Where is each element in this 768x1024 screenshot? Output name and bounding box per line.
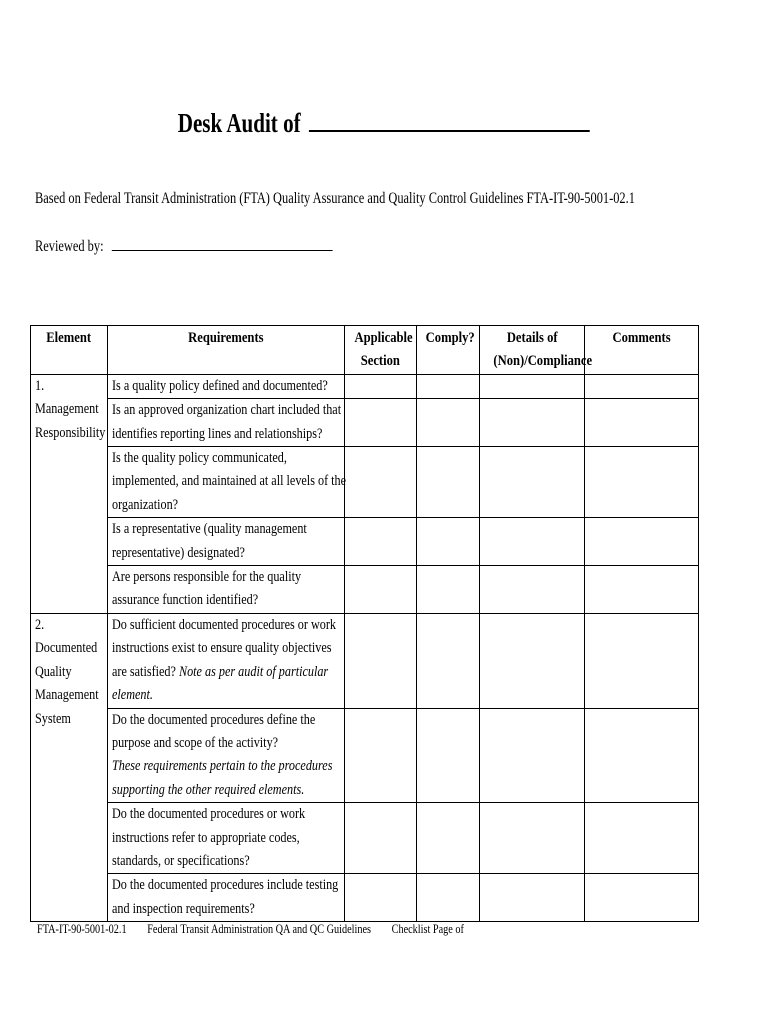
header-applicable-section: Applicable Section bbox=[345, 326, 417, 375]
table-row bbox=[31, 374, 699, 398]
comments-cell[interactable] bbox=[585, 613, 699, 708]
comments-cell[interactable] bbox=[585, 874, 699, 922]
applicable-section-cell[interactable] bbox=[345, 399, 417, 447]
comments-cell[interactable] bbox=[585, 399, 699, 447]
header-comments: Comments bbox=[585, 326, 699, 375]
requirement-text: instructions refer to appropriate codes, bbox=[112, 829, 300, 846]
table-row bbox=[31, 874, 699, 922]
requirement-text: organization? bbox=[112, 496, 179, 513]
applicable-section-cell[interactable] bbox=[345, 613, 417, 708]
table-row bbox=[31, 708, 699, 803]
requirement-text: Are persons responsible for the quality bbox=[112, 569, 302, 586]
comments-cell[interactable] bbox=[585, 518, 699, 566]
document-title bbox=[84, 108, 683, 139]
details-cell[interactable] bbox=[480, 399, 585, 447]
requirement-text: Is a quality policy defined and documented? bbox=[112, 377, 328, 394]
basis-statement: Based on Federal Transit Administration (FTA) Quality Assurance and Quality Control Guidelines FTA-IT-90-5001-02.1 bbox=[35, 190, 635, 207]
comments-cell[interactable] bbox=[585, 447, 699, 518]
requirement-cell bbox=[108, 566, 345, 614]
comply-cell[interactable] bbox=[417, 874, 480, 922]
requirement-cell bbox=[108, 803, 345, 874]
requirement-text: implemented, and maintained at all levels of the bbox=[112, 473, 347, 490]
table-row bbox=[31, 613, 699, 708]
comply-cell[interactable] bbox=[417, 613, 480, 708]
element-label: Responsibility bbox=[35, 424, 106, 441]
requirement-text: Is an approved organization chart included that bbox=[112, 402, 342, 419]
requirement-note: element. bbox=[112, 687, 153, 704]
applicable-section-cell[interactable] bbox=[345, 518, 417, 566]
requirement-cell bbox=[108, 613, 345, 708]
footer-page: Checklist Page of bbox=[391, 922, 464, 936]
requirement-text: representative) designated? bbox=[112, 544, 245, 561]
details-cell[interactable] bbox=[480, 518, 585, 566]
element-label: Documented bbox=[35, 640, 98, 657]
comments-cell[interactable] bbox=[585, 374, 699, 398]
requirement-text: standards, or specifications? bbox=[112, 852, 250, 869]
requirement-text: purpose and scope of the activity? bbox=[112, 734, 279, 751]
header-comply: Comply? bbox=[417, 326, 480, 375]
applicable-section-cell[interactable] bbox=[345, 374, 417, 398]
comply-cell[interactable] bbox=[417, 374, 480, 398]
requirement-text: Do sufficient documented procedures or work bbox=[112, 616, 337, 633]
header-details: Details of (Non)/Compliance bbox=[480, 326, 585, 375]
reviewed-by bbox=[35, 236, 332, 256]
table-row bbox=[31, 518, 699, 566]
title-text: Desk Audit of bbox=[177, 108, 301, 138]
comments-cell[interactable] bbox=[585, 708, 699, 803]
details-cell[interactable] bbox=[480, 803, 585, 874]
table-row bbox=[31, 447, 699, 518]
audit-table-body bbox=[31, 374, 699, 921]
applicable-section-cell[interactable] bbox=[345, 708, 417, 803]
header-element: Element bbox=[31, 326, 108, 375]
comply-cell[interactable] bbox=[417, 566, 480, 614]
comments-cell[interactable] bbox=[585, 566, 699, 614]
requirement-text: Is a representative (quality management bbox=[112, 521, 307, 538]
reviewed-by-label: Reviewed by: bbox=[35, 238, 104, 255]
requirement-cell bbox=[108, 399, 345, 447]
requirement-note: Note as per audit of particular bbox=[175, 663, 329, 680]
element-label: Management bbox=[35, 401, 99, 418]
details-cell[interactable] bbox=[480, 566, 585, 614]
title-blank-line[interactable] bbox=[309, 108, 590, 132]
element-label: Management bbox=[35, 687, 99, 704]
comply-cell[interactable] bbox=[417, 399, 480, 447]
requirement-cell bbox=[108, 708, 345, 803]
footer-code: FTA-IT-90-5001-02.1 bbox=[37, 922, 127, 936]
element-label: 1. bbox=[35, 377, 45, 394]
element-label: Quality bbox=[35, 663, 72, 680]
table-header-row bbox=[31, 326, 699, 375]
applicable-section-cell[interactable] bbox=[345, 874, 417, 922]
requirement-cell bbox=[108, 874, 345, 922]
requirement-cell bbox=[108, 374, 345, 398]
table-row bbox=[31, 399, 699, 447]
comply-cell[interactable] bbox=[417, 447, 480, 518]
table-row bbox=[31, 803, 699, 874]
element-label: System bbox=[35, 710, 71, 727]
requirement-text: identifies reporting lines and relationships? bbox=[112, 425, 323, 442]
header-requirements: Requirements bbox=[108, 326, 345, 375]
requirement-text: are satisfied? bbox=[112, 663, 176, 680]
details-cell[interactable] bbox=[480, 874, 585, 922]
details-cell[interactable] bbox=[480, 613, 585, 708]
requirement-cell bbox=[108, 447, 345, 518]
applicable-section-cell[interactable] bbox=[345, 803, 417, 874]
requirement-cell bbox=[108, 518, 345, 566]
comments-cell[interactable] bbox=[585, 803, 699, 874]
table-row bbox=[31, 566, 699, 614]
requirement-text: Is the quality policy communicated, bbox=[112, 450, 287, 467]
comply-cell[interactable] bbox=[417, 803, 480, 874]
details-cell[interactable] bbox=[480, 447, 585, 518]
audit-table bbox=[30, 325, 699, 922]
details-cell[interactable] bbox=[480, 374, 585, 398]
footer-agency: Federal Transit Administration QA and QC Guidelines bbox=[147, 922, 372, 936]
requirement-line bbox=[112, 661, 328, 684]
applicable-section-cell[interactable] bbox=[345, 566, 417, 614]
element-label: 2. bbox=[35, 616, 45, 633]
page-footer bbox=[37, 922, 482, 937]
requirement-text: assurance function identified? bbox=[112, 592, 259, 609]
applicable-section-cell[interactable] bbox=[345, 447, 417, 518]
requirement-text: Do the documented procedures define the bbox=[112, 711, 316, 728]
reviewed-by-blank-line[interactable] bbox=[111, 236, 332, 251]
requirement-text: and inspection requirements? bbox=[112, 900, 255, 917]
requirement-text: Do the documented procedures or work bbox=[112, 806, 306, 823]
element-cell bbox=[31, 613, 108, 921]
comply-cell[interactable] bbox=[417, 518, 480, 566]
requirement-note: These requirements pertain to the procedures bbox=[112, 758, 333, 775]
comply-cell[interactable] bbox=[417, 708, 480, 803]
details-cell[interactable] bbox=[480, 708, 585, 803]
requirement-text: instructions exist to ensure quality objectives bbox=[112, 640, 332, 657]
element-cell bbox=[31, 374, 108, 613]
requirement-text: Do the documented procedures include testing bbox=[112, 877, 339, 894]
requirement-note: supporting the other required elements. bbox=[112, 781, 305, 798]
